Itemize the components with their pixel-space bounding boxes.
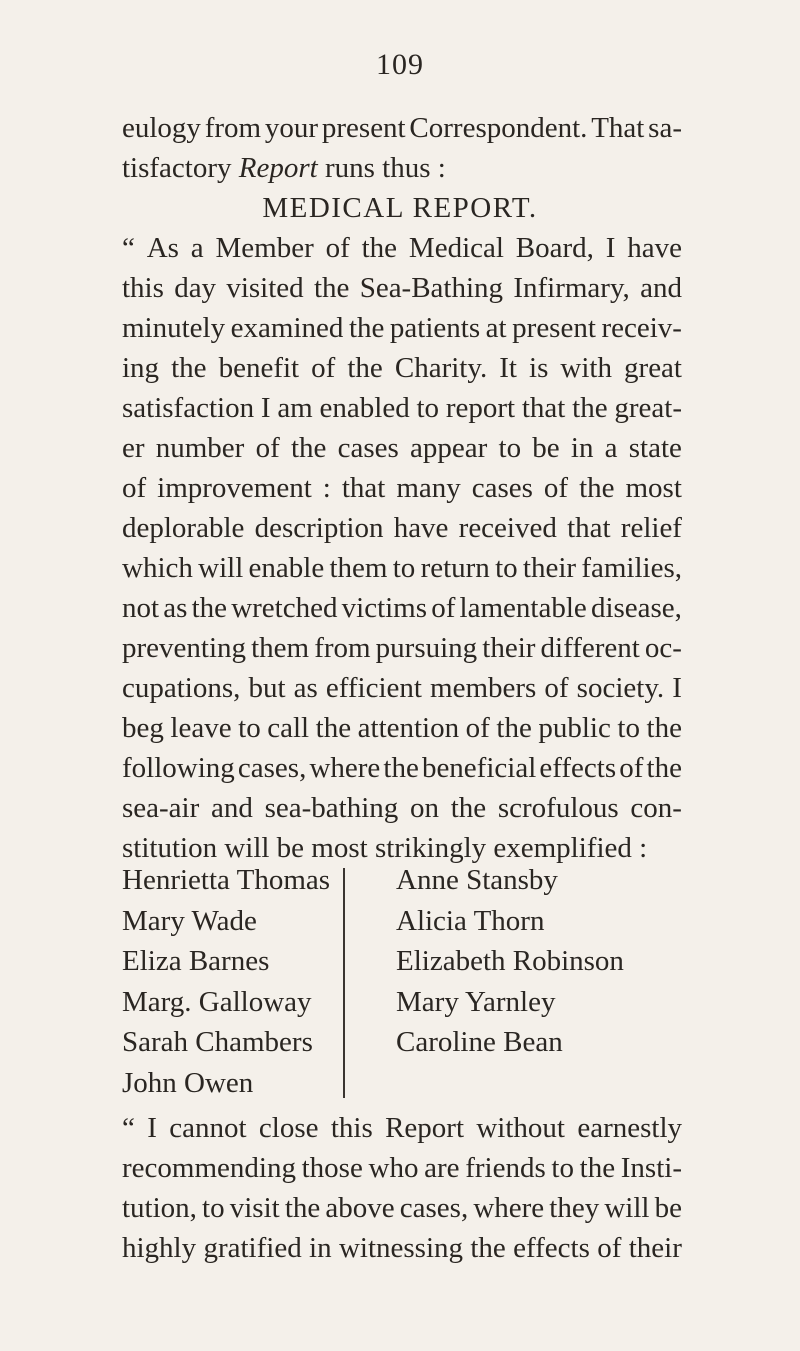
- word: their: [522, 552, 577, 584]
- word: to: [416, 392, 440, 424]
- intro-line-2-suffix: runs thus :: [317, 152, 446, 184]
- word: to: [202, 1192, 225, 1224]
- word: the: [383, 752, 419, 784]
- word: Board,: [515, 232, 594, 264]
- word: your: [264, 112, 319, 144]
- word: cases,: [399, 1192, 469, 1224]
- word: the: [470, 1232, 506, 1264]
- word: of: [325, 232, 350, 264]
- word: as: [293, 672, 318, 704]
- word: to: [551, 1152, 574, 1184]
- word: a: [190, 232, 204, 264]
- word: state: [628, 432, 682, 464]
- report-line: [122, 548, 682, 588]
- word: day: [174, 272, 217, 304]
- word: who: [368, 1152, 419, 1184]
- word: of: [465, 712, 490, 744]
- patient-name: Eliza Barnes: [122, 945, 270, 977]
- word: the: [496, 712, 532, 744]
- patient-name: Alicia Thorn: [396, 904, 545, 937]
- word: patients: [389, 312, 481, 344]
- report-line: [122, 228, 682, 268]
- word: the: [290, 432, 327, 464]
- report-line: [122, 708, 682, 748]
- patient-name: Sarah Chambers: [122, 1026, 313, 1058]
- word: sea-air: [122, 792, 200, 824]
- word: to: [617, 712, 640, 744]
- word: Sea-Bathing: [359, 272, 504, 304]
- word: pursuing: [375, 632, 478, 664]
- word: with: [560, 352, 612, 384]
- word: their: [482, 632, 536, 664]
- word: to: [392, 552, 416, 584]
- report-line: [122, 348, 682, 388]
- word: benefit: [218, 352, 300, 384]
- word: most: [625, 472, 682, 504]
- word: cannot: [169, 1112, 247, 1144]
- report-heading: MEDICAL REPORT.: [262, 192, 538, 224]
- word: effects: [539, 752, 617, 784]
- intro-line-2-prefix: tisfactory: [122, 152, 239, 184]
- word: will: [198, 552, 244, 584]
- word: society.: [576, 672, 665, 704]
- word: have: [627, 232, 682, 264]
- word: cases: [471, 472, 533, 504]
- report-line: [122, 268, 682, 308]
- word: ing: [122, 352, 160, 384]
- word: wretched: [231, 592, 338, 624]
- word: friends: [465, 1152, 546, 1184]
- word: from: [204, 112, 262, 144]
- word: the: [171, 352, 207, 384]
- report-line: [122, 668, 682, 708]
- word: them: [251, 632, 310, 664]
- patient-list-left: [122, 860, 330, 1103]
- word: many: [396, 472, 461, 504]
- word: the: [315, 712, 352, 744]
- word: report: [445, 392, 516, 424]
- word: I: [672, 672, 682, 704]
- word: the: [284, 1192, 321, 1224]
- word: where: [309, 752, 381, 784]
- report-line: [122, 588, 682, 628]
- word: It: [499, 352, 517, 384]
- report-line: [122, 748, 682, 788]
- word: :: [322, 472, 331, 504]
- patient-name: Mary Yarnley: [396, 985, 556, 1018]
- word: great-: [614, 392, 682, 424]
- word: the: [646, 752, 682, 784]
- word: witnessing: [338, 1232, 464, 1264]
- word: leave: [170, 712, 232, 744]
- word: and: [640, 272, 682, 304]
- word: Report: [385, 1112, 465, 1144]
- word: Member: [215, 232, 314, 264]
- word: to: [238, 712, 261, 744]
- word: That: [591, 112, 645, 144]
- word: cupations,: [122, 672, 241, 704]
- word: effects: [513, 1232, 590, 1264]
- word: of: [311, 352, 336, 384]
- patient-name: John Owen: [122, 1066, 254, 1099]
- italic-report-word: Report: [238, 152, 318, 184]
- word: of: [255, 432, 280, 464]
- patient-name: Elizabeth Robinson: [396, 945, 624, 977]
- word: lamentable: [459, 592, 587, 624]
- word: present: [512, 312, 596, 344]
- word: number: [155, 432, 245, 464]
- word: this: [330, 1112, 373, 1144]
- word: Infirmary,: [513, 272, 630, 304]
- word: call: [267, 712, 310, 744]
- word: above: [325, 1192, 395, 1224]
- word: beg: [122, 712, 164, 744]
- word: efficient: [325, 672, 422, 704]
- word: which: [122, 552, 193, 584]
- word: as: [163, 592, 188, 624]
- word: recommending: [122, 1152, 296, 1184]
- word: eulogy: [122, 112, 201, 144]
- word: “: [122, 1112, 135, 1144]
- patient-name: Marg. Galloway: [122, 985, 312, 1018]
- word: to: [495, 552, 518, 584]
- word: Medical: [408, 232, 504, 264]
- patient-name: Anne Stansby: [396, 864, 558, 896]
- word: enabled: [319, 392, 410, 424]
- word: the: [361, 232, 398, 264]
- word: they: [549, 1192, 600, 1224]
- word: visited: [226, 272, 304, 304]
- word: return: [420, 552, 490, 584]
- word: visit: [229, 1192, 280, 1224]
- word: examined: [230, 312, 344, 344]
- word: of: [597, 1232, 622, 1264]
- report-line: [122, 428, 682, 468]
- word: Charity.: [394, 352, 488, 384]
- word: a: [604, 432, 618, 464]
- word: that: [567, 512, 611, 544]
- word: deplorable: [122, 512, 245, 544]
- word: and: [211, 792, 253, 824]
- page-number: 109: [376, 48, 424, 81]
- word: the: [313, 272, 350, 304]
- word: Insti-: [620, 1152, 682, 1184]
- closing-line: [122, 1108, 682, 1148]
- word: enable: [248, 552, 325, 584]
- word: the: [191, 592, 228, 624]
- report-line-text: stitution will be most strikingly exemplified :: [122, 832, 648, 864]
- word: the: [579, 1152, 616, 1184]
- word: where: [473, 1192, 545, 1224]
- word: Correspondent.: [409, 112, 588, 144]
- word: without: [476, 1112, 565, 1144]
- word: I: [260, 392, 271, 424]
- patient-name: Henrietta Thomas: [122, 864, 331, 896]
- report-line: [122, 628, 682, 668]
- word: highly: [122, 1232, 197, 1264]
- report-line: [122, 508, 682, 548]
- patient-name: Mary Wade: [122, 904, 257, 937]
- word: present: [321, 112, 406, 144]
- word: in: [309, 1232, 332, 1264]
- word: gratified: [203, 1232, 302, 1264]
- patient-list-right: [396, 860, 624, 1063]
- word: oc-: [644, 632, 682, 664]
- column-divider: [343, 868, 345, 1098]
- word: sa-: [648, 112, 682, 144]
- word: receiv-: [601, 312, 682, 344]
- word: the: [450, 792, 487, 824]
- word: in: [570, 432, 594, 464]
- patient-name: Caroline Bean: [396, 1026, 563, 1058]
- word: minutely: [122, 312, 226, 344]
- intro-line-2: [122, 148, 446, 188]
- closing-line: [122, 1228, 682, 1268]
- word: I: [147, 1112, 157, 1144]
- word: scrofulous: [497, 792, 619, 824]
- report-line: [122, 468, 682, 508]
- word: relief: [620, 512, 682, 544]
- word: be: [654, 1192, 682, 1224]
- word: from: [314, 632, 371, 664]
- word: I: [605, 232, 616, 264]
- word: different: [540, 632, 640, 664]
- word: preventing: [122, 632, 247, 664]
- word: appear: [410, 432, 488, 464]
- word: improvement: [157, 472, 312, 504]
- word: will: [604, 1192, 650, 1224]
- word: their: [628, 1232, 682, 1264]
- word: of: [431, 592, 456, 624]
- word: those: [301, 1152, 363, 1184]
- word: tution,: [122, 1192, 197, 1224]
- word: to: [498, 432, 522, 464]
- word: public: [538, 712, 611, 744]
- word: cases: [337, 432, 399, 464]
- word: at: [485, 312, 507, 344]
- word: of: [544, 672, 569, 704]
- closing-line: [122, 1188, 682, 1228]
- word: that: [521, 392, 566, 424]
- word: “: [122, 232, 135, 264]
- word: the: [572, 392, 608, 424]
- word: is: [529, 352, 549, 384]
- word: satisfaction: [122, 392, 255, 424]
- closing-line: [122, 1148, 682, 1188]
- word: beneficial: [421, 752, 537, 784]
- word: have: [393, 512, 449, 544]
- word: cases,: [237, 752, 307, 784]
- word: following: [122, 752, 235, 784]
- word: sea-bathing: [264, 792, 399, 824]
- word: description: [254, 512, 384, 544]
- word: the: [347, 352, 383, 384]
- word: families,: [581, 552, 682, 584]
- word: disease,: [590, 592, 682, 624]
- word: members: [430, 672, 537, 704]
- report-line: [122, 308, 682, 348]
- word: the: [646, 712, 682, 744]
- word: are: [424, 1152, 460, 1184]
- word: close: [258, 1112, 319, 1144]
- word: of: [122, 472, 147, 504]
- report-line: [122, 788, 682, 828]
- word: great: [624, 352, 682, 384]
- word: attention: [357, 712, 460, 744]
- word: received: [458, 512, 557, 544]
- word: of: [619, 752, 644, 784]
- word: on: [409, 792, 439, 824]
- word: them: [329, 552, 388, 584]
- word: the: [579, 472, 615, 504]
- word: of: [543, 472, 569, 504]
- word: be: [532, 432, 560, 464]
- word: but: [248, 672, 286, 704]
- word: that: [341, 472, 386, 504]
- word: con-: [630, 792, 682, 824]
- word: As: [146, 232, 179, 264]
- intro-line-1: [122, 108, 682, 148]
- word: er: [122, 432, 145, 464]
- word: not: [122, 592, 160, 624]
- report-line: [122, 388, 682, 428]
- word: earnestly: [577, 1112, 682, 1144]
- word: am: [277, 392, 313, 424]
- word: the: [348, 312, 385, 344]
- word: victims: [341, 592, 428, 624]
- word: this: [122, 272, 164, 304]
